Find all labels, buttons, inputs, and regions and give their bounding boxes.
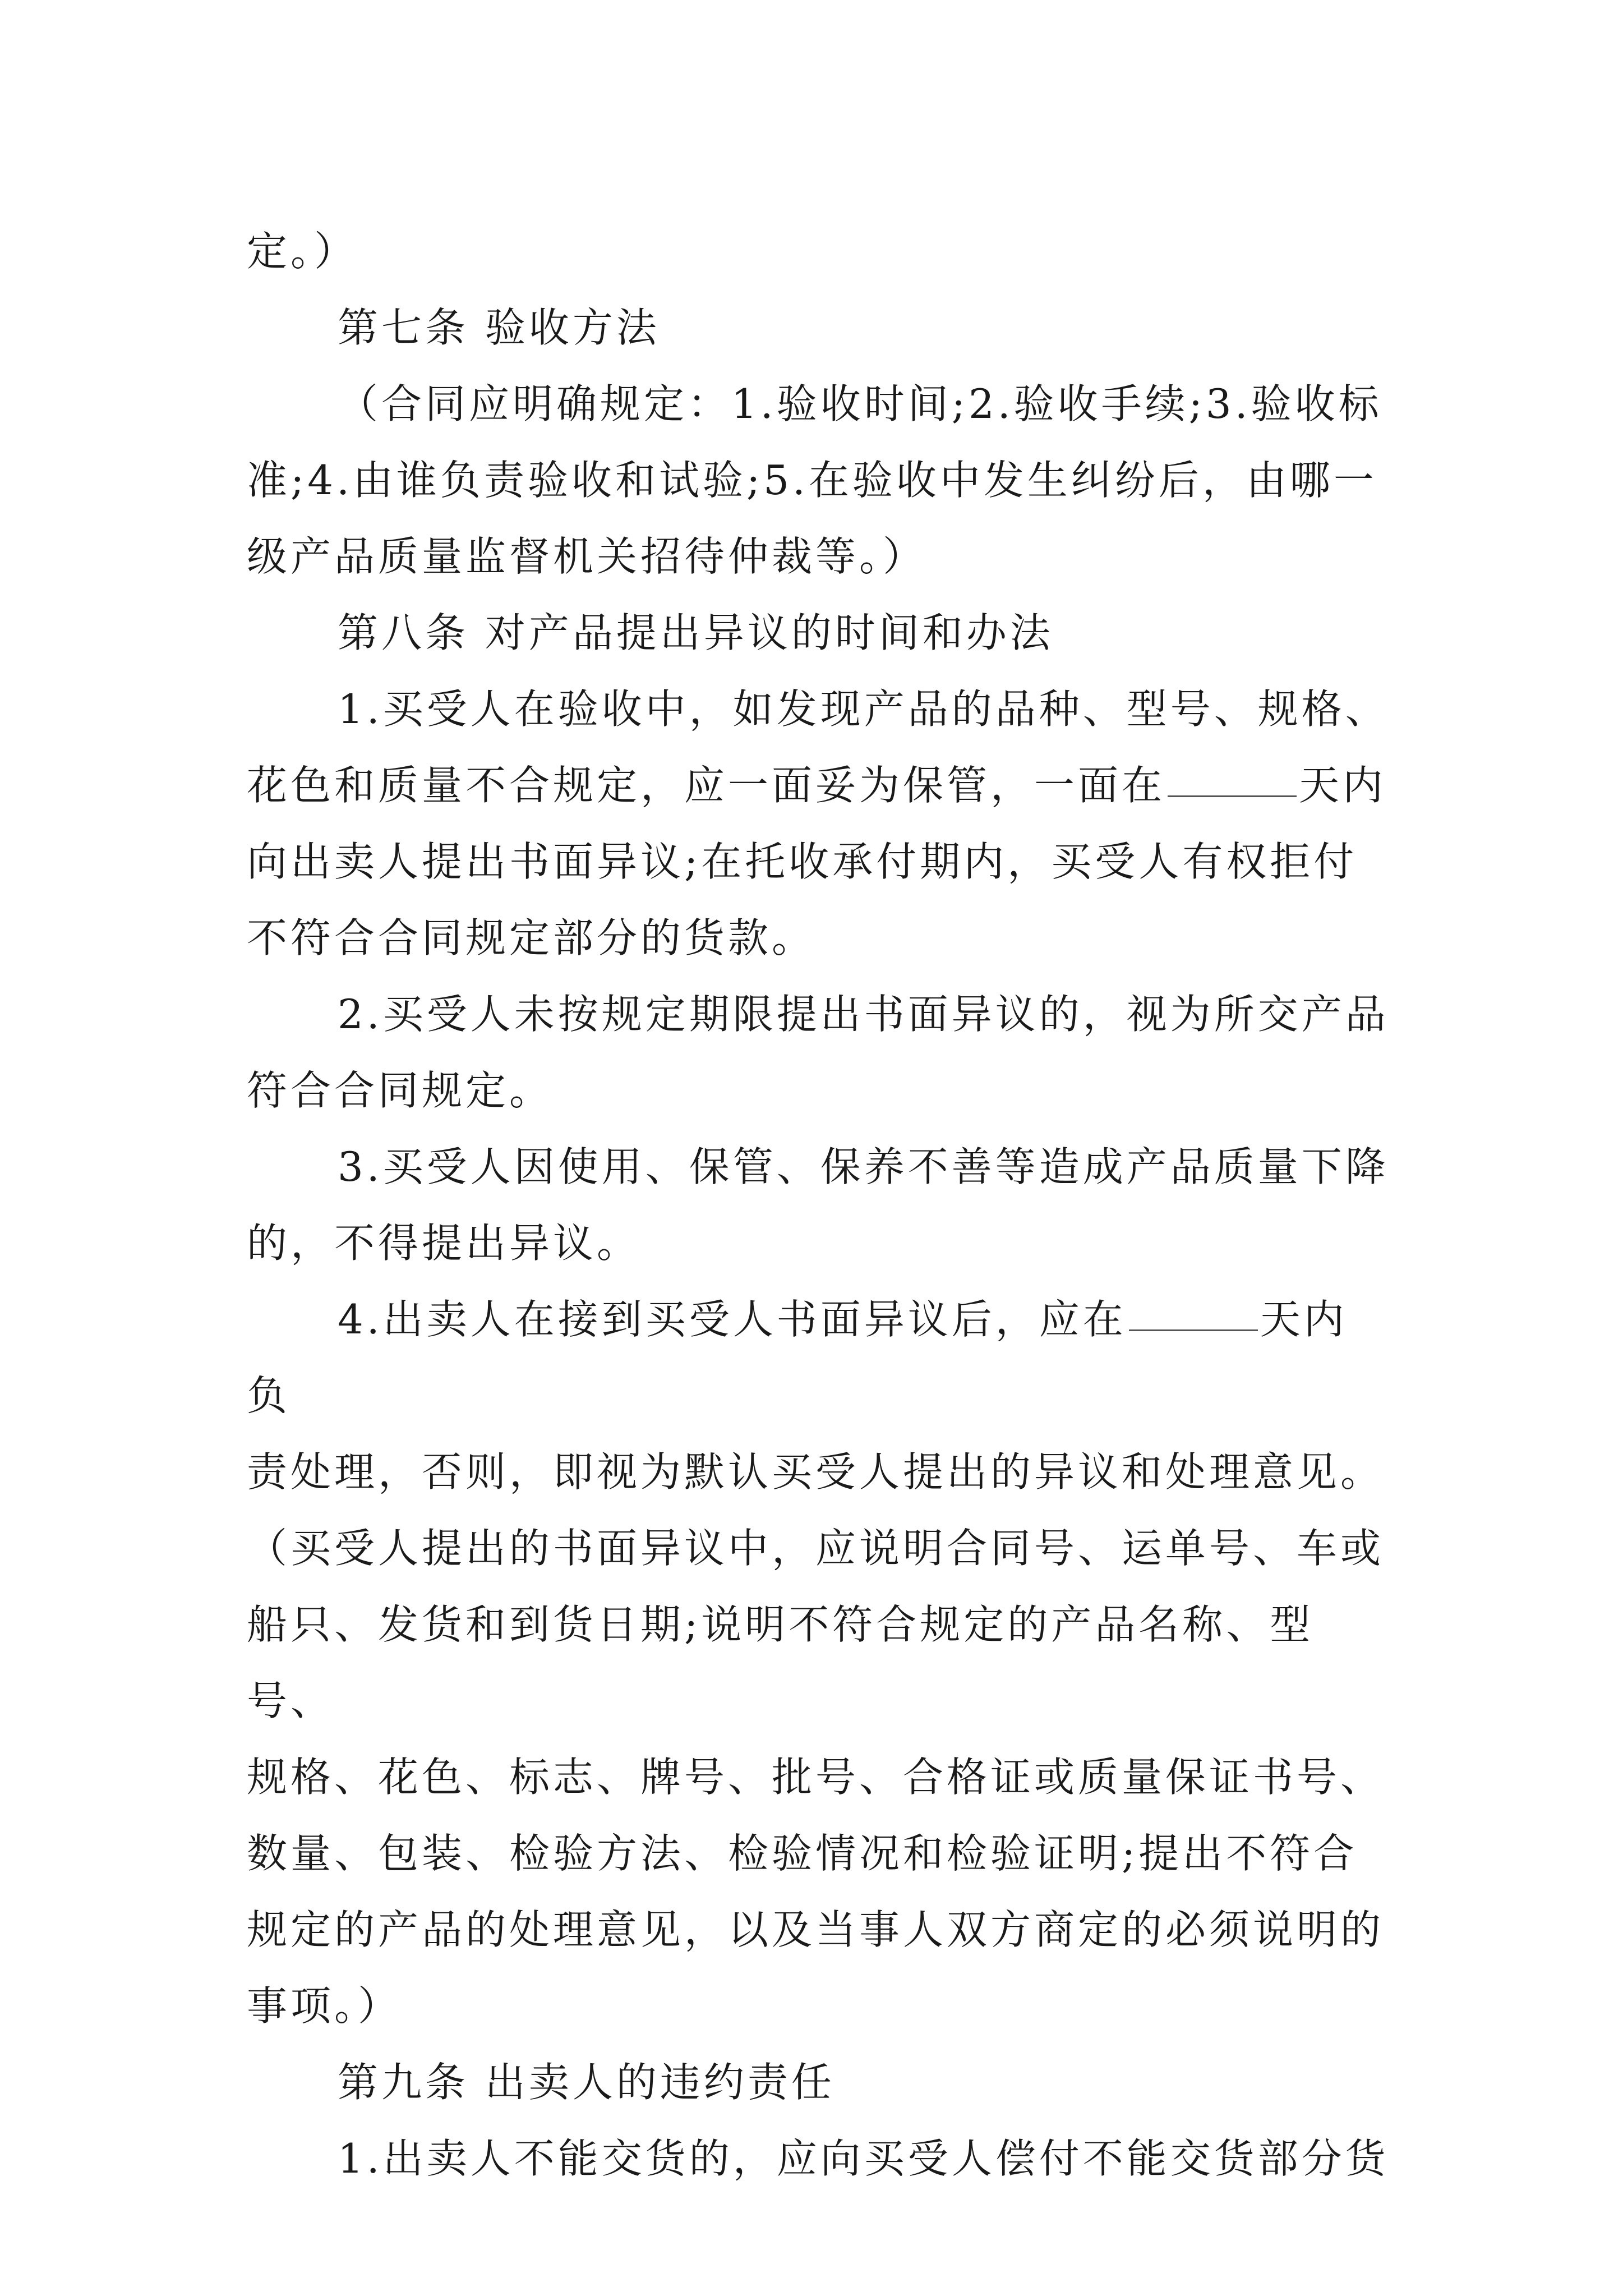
- text-line: 定。）: [247, 228, 358, 275]
- article-heading: 第七条 验收方法: [338, 304, 660, 351]
- text-segment: 天内负: [247, 1296, 1348, 1419]
- text-line: [247, 1281, 1391, 1434]
- text-line: （买受人提出的书面异议中，应说明合同号、运单号、车或: [247, 1525, 1385, 1572]
- text-line: 准;4.由谁负责验收和试验;5.在验收中发生纠纷后，由哪一: [247, 457, 1377, 504]
- document-body: [247, 213, 1391, 2197]
- text-line: 向出卖人提出书面异议;在托收承付期内，买受人有权拒付: [247, 838, 1358, 885]
- text-line: 的，不得提出异议。: [247, 1220, 641, 1267]
- text-line: 事项。）: [247, 1982, 402, 2030]
- text-segment: 天内: [1299, 762, 1387, 809]
- text-line: 2.买受人未按规定期限提出书面异议的，视为所交产品: [338, 991, 1389, 1038]
- text-line: 3.买受人因使用、保管、保养不善等造成产品质量下降: [338, 1143, 1389, 1190]
- fill-in-blank: [1168, 795, 1297, 797]
- text-segment: 花色和质量不合规定，应一面妥为保管，一面在: [247, 762, 1166, 809]
- text-line: 级产品质量监督机关招待仲裁等。）: [247, 533, 927, 580]
- text-line: （合同应明确规定：1.验收时间;2.验收手续;3.验收标: [338, 380, 1382, 427]
- text-line: [247, 747, 1391, 823]
- text-line: 1.出卖人不能交货的，应向买受人偿付不能交货部分货: [338, 2135, 1389, 2182]
- article-heading: 第八条 对产品提出异议的时间和办法: [338, 609, 1054, 656]
- text-line: 数量、包装、检验方法、检验情况和检验证明;提出不符合: [247, 1830, 1358, 1877]
- text-line: 符合合同规定。: [247, 1067, 554, 1114]
- article-heading: 第九条 出卖人的违约责任: [338, 2059, 835, 2106]
- fill-in-blank: [1129, 1329, 1258, 1331]
- text-line: 1.买受人在验收中，如发现产品的品种、型号、规格、: [338, 685, 1389, 733]
- text-line: 船只、发货和到货日期;说明不符合规定的产品名称、型号、: [247, 1601, 1314, 1724]
- text-line: 规格、花色、标志、牌号、批号、合格证或质量保证书号、: [247, 1754, 1385, 1801]
- text-segment: 4.出卖人在接到买受人书面异议后，应在: [338, 1296, 1127, 1343]
- text-line: 不符合合同规定部分的货款。: [247, 914, 816, 961]
- text-line: 规定的产品的处理意见，以及当事人双方商定的必须说明的: [247, 1906, 1385, 1953]
- text-line: 责处理，否则，即视为默认买受人提出的异议和处理意见。: [247, 1448, 1385, 1496]
